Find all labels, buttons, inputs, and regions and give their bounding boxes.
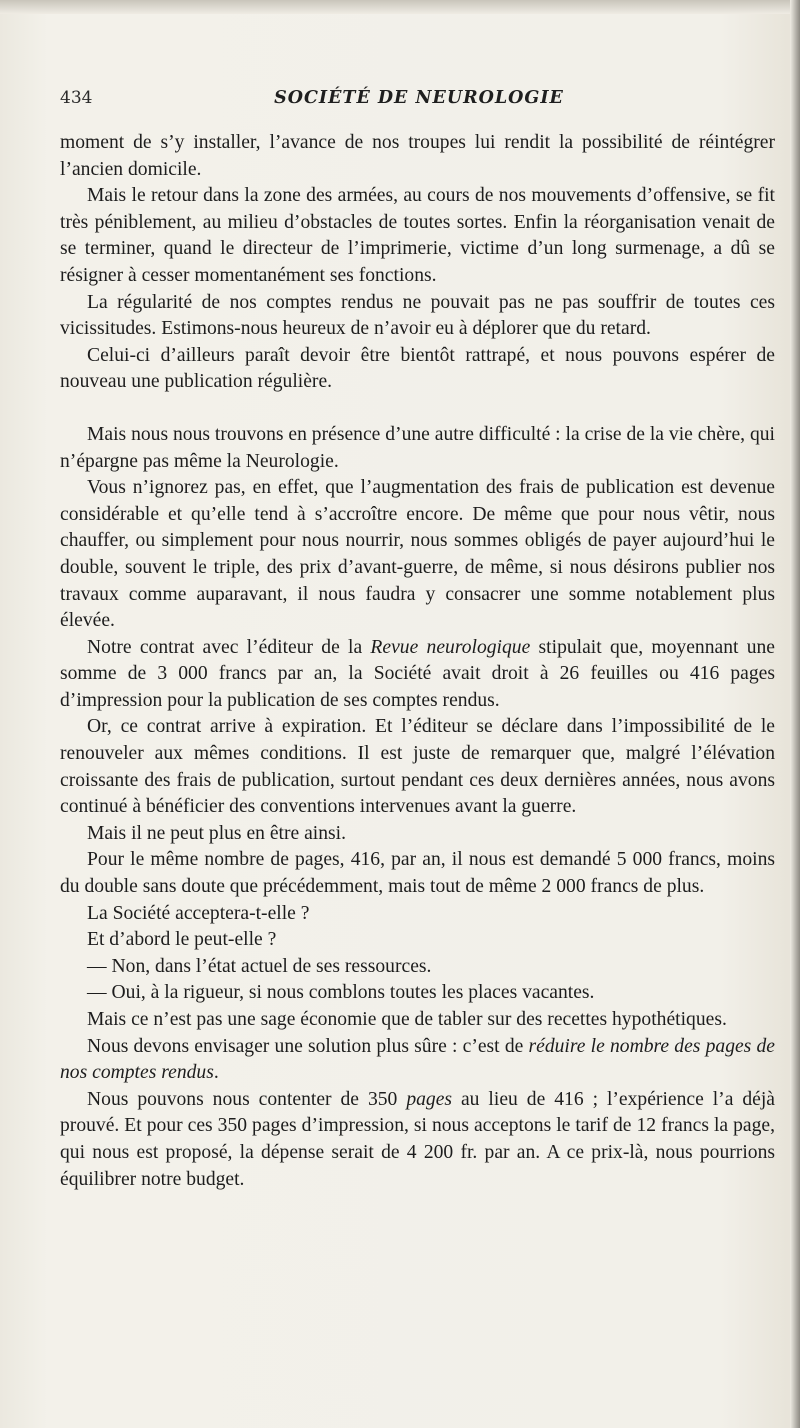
paragraph: Vous n’ignorez pas, en effet, que l’augmentation des frais de publication est devenue considérable et qu’elle tend à s’accroître encore. De même que pour nous vêtir, nous chauffer, ou simplement pour nous nourrir, nous sommes obligés de payer aujourd’hui le double, souvent le triple, des prix d’avant-guerre, de même, si nous désirons publier nos travaux comme auparavant, il nous faudra y consacrer une somme notablement plus élevée. [60,477,775,632]
paragraph: Nous pouvons nous contenter de 350 pages au lieu de 416 ; l’expérience l’a déjà prouvé. Et pour ces 350 pages d’impression, si nous acceptons le tarif de 12 francs la page, qui nous est proposé, la dépense serait de 4 200 fr. par an. A ce prix-là, nous pourrions équilibrer notre budget. [60,1088,775,1190]
paragraph: La Société acceptera-t-elle ? [87,902,310,924]
page-binding-shadow [790,0,800,1428]
paragraph: Et d’abord le peut-elle ? [87,929,277,951]
emphasis: pages [406,1088,453,1110]
page-header [60,88,778,118]
paragraph: Notre contrat avec l’éditeur de la Revue neurologique stipulait que, moyennant une somme de 3 000 francs par an, la Société avait droit à 26 feuilles ou 416 pages d’impression pour la publication de ses comptes rendus. [60,636,775,711]
paragraph: — Oui, à la rigueur, si nous comblons toutes les places vacantes. [87,982,595,1004]
emphasis: réduire le nombre des pages de nos comptes rendus [60,1035,775,1084]
paragraph: Mais il ne peut plus en être ainsi. [87,822,347,844]
page-top-shadow [0,0,800,14]
paragraph: moment de s’y installer, l’avance de nos troupes lui rendit la possibilité de réintégrer l’ancien domicile. [60,132,775,180]
paragraph: Pour le même nombre de pages, 416, par an, il nous est demandé 5 000 francs, moins du double sans doute que précédemment, mais tout de même 2 000 francs de plus. [60,849,775,898]
body-text [60,130,775,1193]
paragraph: La régularité de nos comptes rendus ne pouvait pas ne pas souffrir de toutes ces vicissitudes. Estimons-nous heureux de n’avoir eu à déplorer que du retard. [60,291,775,340]
paragraph: Mais nous nous trouvons en présence d’une autre difficulté : la crise de la vie chère, qui n’épargne pas même la Neurologie. [60,423,775,472]
journal-title: Revue neurologique [370,636,531,658]
running-title: SOCIÉTÉ DE NEUROLOGIE [274,88,564,108]
paragraph: Nous devons envisager une solution plus sûre : c’est de réduire le nombre des pages de nos comptes rendus. [60,1035,775,1084]
paragraph: Or, ce contrat arrive à expiration. Et l’éditeur se déclare dans l’impossibilité de le renouveler aux mêmes conditions. Il est juste de remarquer que, malgré l’élévation croissante des frais de publication, surtout pendant ces deux dernières années, nous avons continué à bénéficier des conventions intervenues avant la guerre. [60,716,775,818]
paragraph: Celui-ci d’ailleurs paraît devoir être bientôt rattrapé, et nous pouvons espérer de nouveau une publication régulière. [60,344,775,393]
paragraph: Mais le retour dans la zone des armées, au cours de nos mouvements d’offensive, se fit très péniblement, au milieu d’obstacles de toutes sortes. Enfin la réorganisation venait de se terminer, quand le directeur de l’imprimerie, victime d’un long surmenage, a dû se résigner à cesser momentanément ses fonctions. [60,185,775,286]
paragraph: Mais ce n’est pas une sage économie que de tabler sur des recettes hypothétiques. [87,1009,727,1030]
paragraph: — Non, dans l’état actuel de ses ressources. [87,955,432,977]
page-number: 434 [60,88,93,108]
